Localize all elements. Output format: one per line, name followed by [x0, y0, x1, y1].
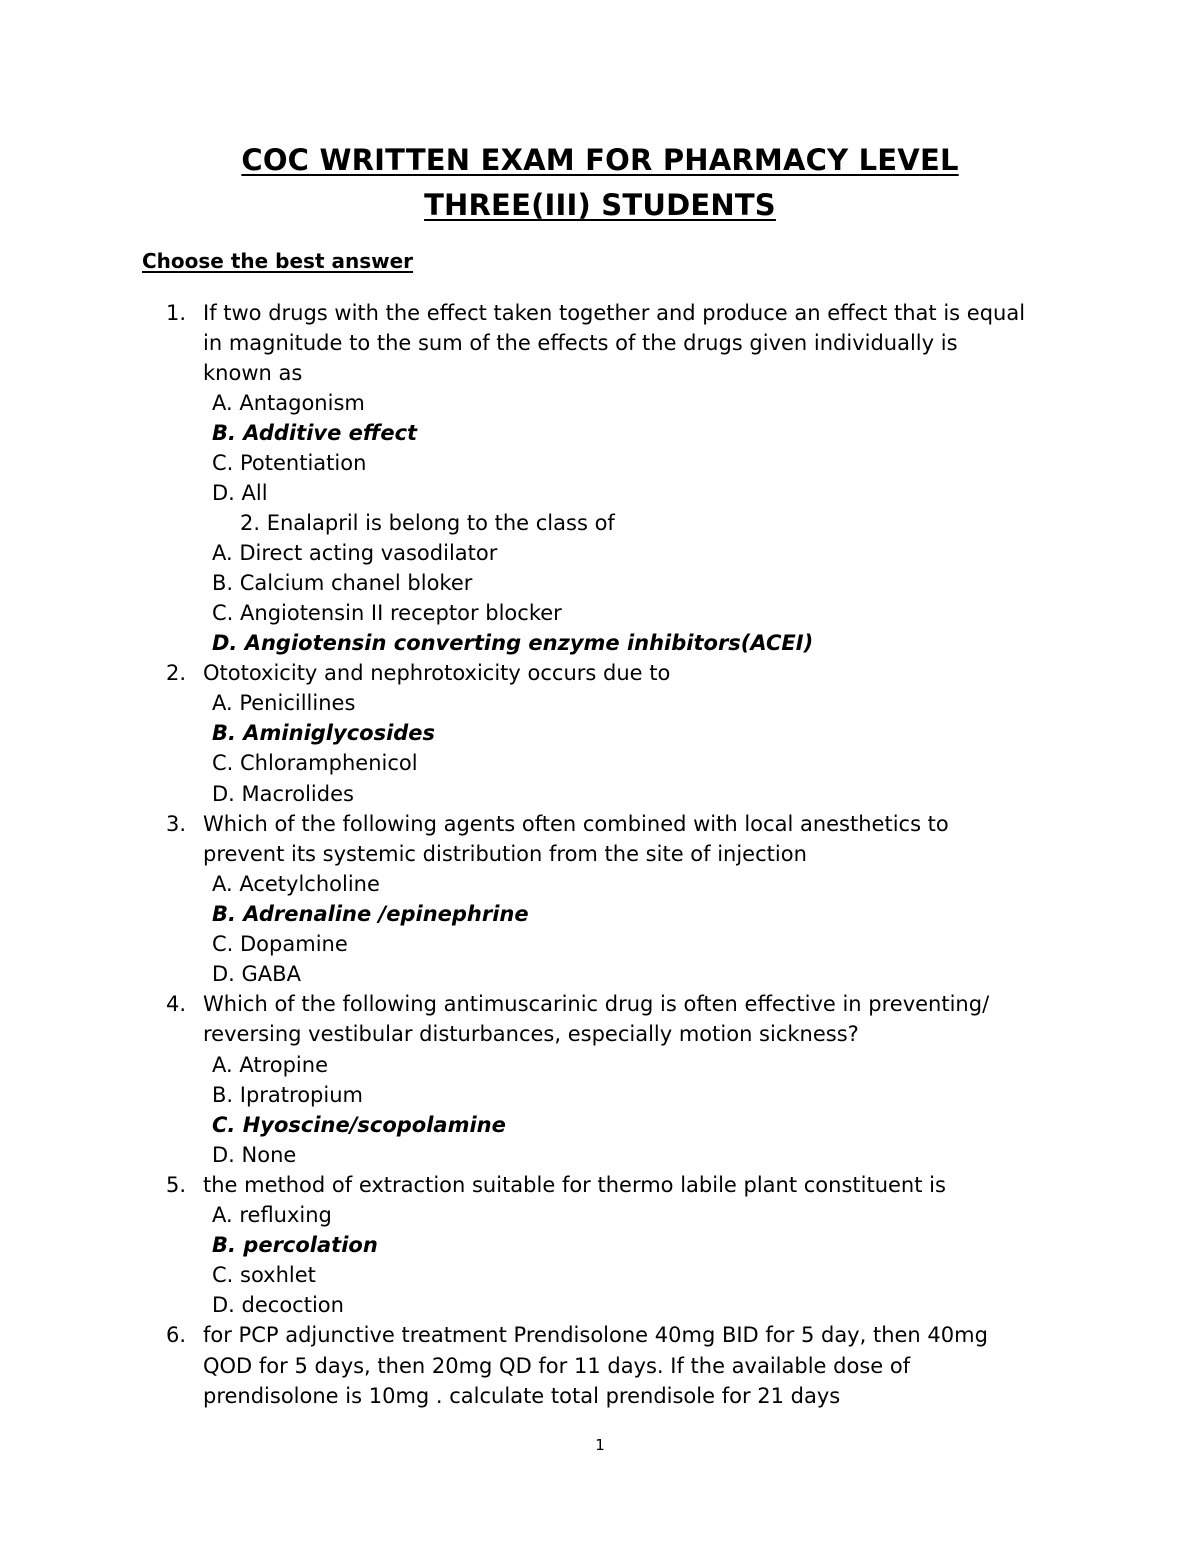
- answer-option: D. Angiotensin converting enzyme inhibitors(ACEI): [212, 631, 814, 655]
- option: A. Direct acting vasodilator: [212, 541, 498, 565]
- option: C. Dopamine: [212, 932, 348, 956]
- option: B. Calcium chanel bloker: [212, 571, 473, 595]
- answer-option: B. Additive effect: [212, 421, 418, 445]
- answer-option: B. Aminiglycosides: [212, 721, 436, 745]
- option: D. All: [212, 481, 268, 505]
- option: A. refluxing: [212, 1203, 332, 1227]
- question-text: If two drugs with the effect taken together and produce an effect that is equal: [203, 301, 1026, 325]
- option: A. Acetylcholine: [212, 872, 380, 896]
- question-text: for PCP adjunctive treatment Prendisolone 40mg BID for 5 day, then 40mg: [203, 1323, 988, 1347]
- question-number: 5.: [166, 1173, 187, 1197]
- option: A. Atropine: [212, 1053, 328, 1077]
- option: D. GABA: [212, 962, 301, 986]
- question-text: the method of extraction suitable for thermo labile plant constituent is: [203, 1173, 946, 1197]
- question-number: 1.: [166, 301, 187, 325]
- exam-title-line-2: THREE(III) STUDENTS: [424, 188, 776, 222]
- option: C. Potentiation: [212, 451, 367, 475]
- question-text: reversing vestibular disturbances, especially motion sickness?: [203, 1022, 859, 1046]
- option: B. Ipratropium: [212, 1083, 363, 1107]
- question-text: prevent its systemic distribution from the site of injection: [203, 842, 807, 866]
- option: C. Angiotensin II receptor blocker: [212, 601, 562, 625]
- option: A. Antagonism: [212, 391, 365, 415]
- option: D. decoction: [212, 1293, 344, 1317]
- question-number: 4.: [166, 992, 187, 1016]
- answer-option: B. percolation: [212, 1233, 378, 1257]
- option: C. Chloramphenicol: [212, 751, 418, 775]
- question-text: 2. Enalapril is belong to the class of: [240, 511, 615, 535]
- question-text: Which of the following agents often combined with local anesthetics to: [203, 812, 949, 836]
- question-number: 3.: [166, 812, 187, 836]
- answer-option: B. Adrenaline /epinephrine: [212, 902, 529, 926]
- option: C. soxhlet: [212, 1263, 316, 1287]
- exam-title-line-1: COC WRITTEN EXAM FOR PHARMACY LEVEL: [241, 143, 959, 177]
- question-text: prendisolone is 10mg . calculate total prendisole for 21 days: [203, 1384, 841, 1408]
- question-number: 2.: [166, 661, 187, 685]
- question-number: 6.: [166, 1323, 187, 1347]
- question-text: known as: [203, 361, 303, 385]
- question-text: Which of the following antimuscarinic drug is often effective in preventing/: [203, 992, 990, 1016]
- instruction-heading: Choose the best answer: [142, 249, 414, 273]
- option: D. Macrolides: [212, 782, 354, 806]
- question-text: in magnitude to the sum of the effects of the drugs given individually is: [203, 331, 958, 355]
- question-text: QOD for 5 days, then 20mg QD for 11 days. If the available dose of: [203, 1354, 911, 1378]
- option: D. None: [212, 1143, 297, 1167]
- question-text: Ototoxicity and nephrotoxicity occurs due to: [203, 661, 671, 685]
- answer-option: C. Hyoscine/scopolamine: [212, 1113, 506, 1137]
- option: A. Penicillines: [212, 691, 356, 715]
- page-number: 1: [595, 1436, 605, 1454]
